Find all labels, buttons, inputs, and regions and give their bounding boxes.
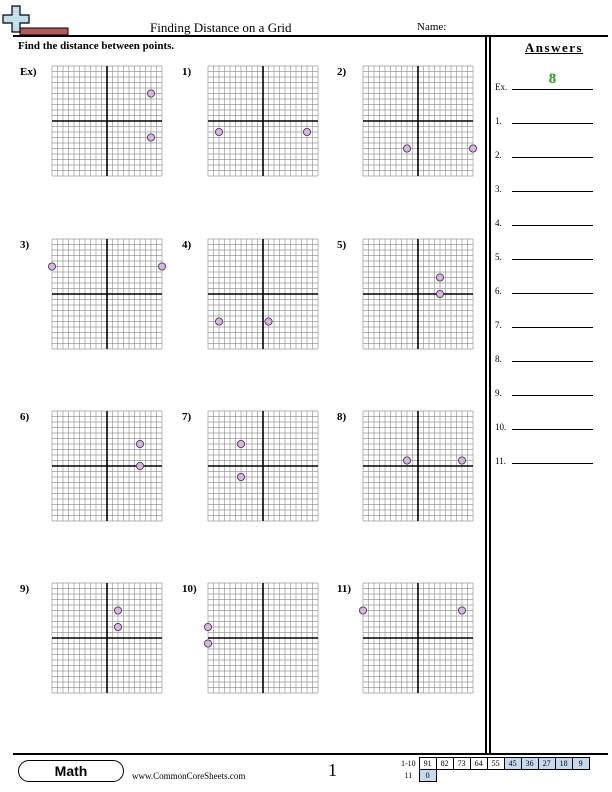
- score-cell: 91: [419, 758, 436, 770]
- answer-label: Ex.: [495, 82, 508, 92]
- score-cell: 64: [470, 758, 487, 770]
- plot-point: [158, 263, 165, 270]
- coordinate-grid: [359, 407, 477, 525]
- name-label: Name:: [417, 21, 447, 33]
- score-cell: 73: [453, 758, 470, 770]
- answer-divider-inner: [489, 35, 491, 753]
- problem-label: 11): [337, 583, 352, 595]
- problem-label: 9): [20, 583, 30, 595]
- answer-line[interactable]: [512, 225, 593, 226]
- score-row: [398, 758, 589, 770]
- plot-point: [458, 457, 465, 464]
- answer-label: 5.: [495, 252, 502, 262]
- page-number: 1: [328, 760, 337, 780]
- plot-point: [469, 145, 476, 152]
- answer-label: 7.: [495, 320, 502, 330]
- problem-label: 8): [337, 411, 347, 423]
- coordinate-grid: [204, 235, 322, 353]
- plot-point: [48, 263, 55, 270]
- instructions: Find the distance between points.: [18, 40, 175, 52]
- plot-point: [265, 318, 272, 325]
- score-cell: 9: [572, 758, 589, 770]
- plot-point: [237, 473, 244, 480]
- answer-line[interactable]: [512, 293, 593, 294]
- plot-point: [303, 128, 310, 135]
- score-cell: 18: [555, 758, 572, 770]
- score-range: 1-10: [401, 759, 416, 768]
- problem-label: 3): [20, 239, 30, 251]
- problem-label: 5): [337, 239, 347, 251]
- answer-label: 10.: [495, 422, 507, 432]
- coordinate-grid: [359, 579, 477, 697]
- plot-point: [136, 462, 143, 469]
- answer-line[interactable]: [512, 191, 593, 192]
- answer-line[interactable]: [512, 89, 593, 90]
- plus-logo-icon: [2, 4, 70, 36]
- header-rule: [13, 35, 608, 37]
- score-cell: 36: [521, 758, 538, 770]
- answer-line[interactable]: [512, 327, 593, 328]
- plot-point: [436, 274, 443, 281]
- score-cell: 45: [504, 758, 521, 770]
- score-cell: 0: [419, 770, 436, 782]
- score-table: [398, 757, 590, 782]
- problem-label: 6): [20, 411, 30, 423]
- answer-line[interactable]: [512, 361, 593, 362]
- problem-label: 1): [182, 66, 192, 78]
- coordinate-grid: [204, 579, 322, 697]
- coordinate-grid: [359, 62, 477, 180]
- coordinate-grid: [359, 235, 477, 353]
- answer-divider: [485, 35, 487, 753]
- problem-label: 7): [182, 411, 192, 423]
- answer-line[interactable]: [512, 463, 593, 464]
- answer-label: 1.: [495, 116, 502, 126]
- answer-label: 2.: [495, 150, 502, 160]
- plot-point: [204, 623, 211, 630]
- answer-label: 4.: [495, 218, 502, 228]
- score-cell: 55: [487, 758, 504, 770]
- plot-point: [114, 607, 121, 614]
- plot-point: [403, 145, 410, 152]
- answer-label: 6.: [495, 286, 502, 296]
- plot-point: [237, 440, 244, 447]
- coordinate-grid: [48, 579, 166, 697]
- plot-point: [204, 640, 211, 647]
- plot-point: [458, 607, 465, 614]
- plot-point: [359, 607, 366, 614]
- coordinate-grid: [204, 407, 322, 525]
- score-row: [398, 770, 589, 782]
- problem-label: 10): [182, 583, 197, 595]
- answer-line[interactable]: [512, 429, 593, 430]
- plot-point: [215, 128, 222, 135]
- plot-point: [147, 134, 154, 141]
- answer-label: 3.: [495, 184, 502, 194]
- plot-point: [403, 457, 410, 464]
- answer-label: 9.: [495, 388, 502, 398]
- problem-label: 2): [337, 66, 347, 78]
- footer-rule: [13, 753, 608, 755]
- score-cell: 82: [436, 758, 453, 770]
- site-url: www.CommonCoreSheets.com: [132, 771, 246, 781]
- coordinate-grid: [48, 62, 166, 180]
- answer-label: 11.: [495, 456, 506, 466]
- coordinate-grid: [48, 407, 166, 525]
- plot-point: [215, 318, 222, 325]
- answer-line[interactable]: [512, 395, 593, 396]
- score-range: 11: [404, 771, 413, 780]
- math-badge: Math: [18, 760, 124, 782]
- problem-label: Ex): [20, 66, 37, 78]
- coordinate-grid: [48, 235, 166, 353]
- plot-point: [436, 290, 443, 297]
- coordinate-grid: [204, 62, 322, 180]
- plot-point: [136, 440, 143, 447]
- example-answer: 8: [548, 71, 557, 87]
- problem-label: 4): [182, 239, 192, 251]
- answer-line[interactable]: [512, 259, 593, 260]
- score-cell: 27: [538, 758, 555, 770]
- answer-line[interactable]: [512, 123, 593, 124]
- answer-line[interactable]: [512, 157, 593, 158]
- answer-label: 8.: [495, 354, 502, 364]
- answers-title: Answers: [524, 40, 584, 55]
- plot-point: [114, 623, 121, 630]
- plot-point: [147, 90, 154, 97]
- page-title: Finding Distance on a Grid: [150, 20, 292, 35]
